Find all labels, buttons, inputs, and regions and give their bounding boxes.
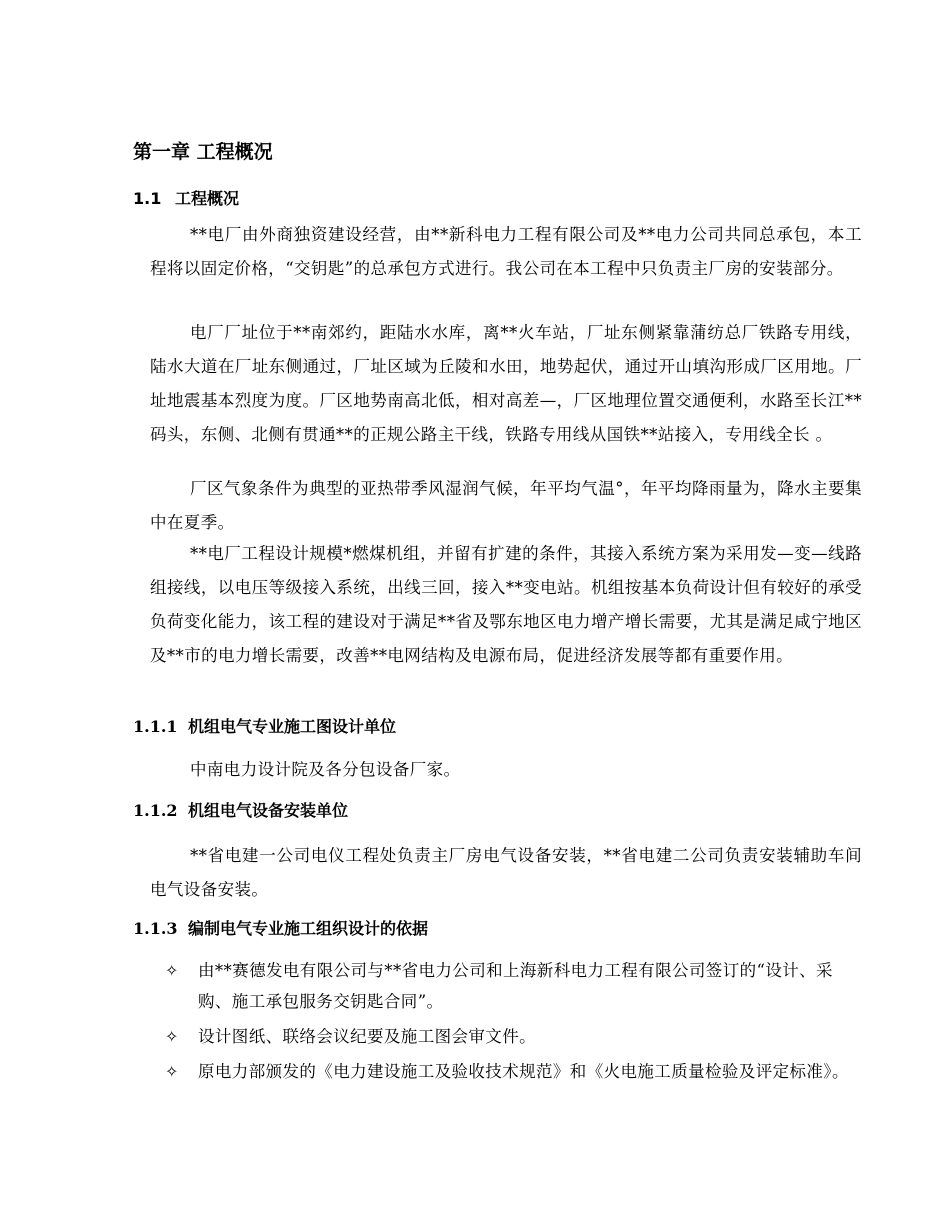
list-item: [165, 1056, 865, 1087]
diamond-bullet-icon: ✧: [165, 961, 179, 980]
section-heading-1-1-1: [133, 716, 396, 738]
paragraph-1: **电厂由外商独资建设经营，由**新科电力工程有限公司及**电力公司共同总承包，本工程将以固定价格，“交钥匙”的总承包方式进行。我公司在本工程中只负责主厂房的安装部分。: [150, 225, 862, 278]
list-item-text: 设计图纸、联络会议纪要及施工图会审文件。: [198, 1027, 536, 1046]
paragraph-3: 厂区气象条件为典型的亚热带季风湿润气候，年平均气温°，年平均降雨量为，降水主要集中在夏季。: [150, 479, 862, 532]
section-number: 1.1.2: [133, 801, 178, 820]
section-title: 机组电气专业施工图设计单位: [188, 717, 397, 736]
list-item-text: 由**赛德发电有限公司与**省电力公司和上海新科电力工程有限公司签订的“设计、采购、施工承包服务交钥匙合同”。: [198, 961, 833, 1011]
section-heading-1-1-3: [133, 918, 428, 940]
section-heading-1-1-2: [133, 800, 348, 822]
diamond-bullet-icon: ✧: [165, 1062, 179, 1081]
list-item-text: 原电力部颁发的《电力建设施工及验收技术规范》和《火电施工质量检验及评定标准》。: [198, 1062, 849, 1081]
section-number: 1.1.1: [133, 717, 178, 736]
section-number: 1.1.3: [133, 919, 178, 938]
diamond-bullet-icon: ✧: [165, 1027, 179, 1046]
paragraph-2: 电厂厂址位于**南郊约，距陆水水库，离**火车站，厂址东侧紧靠蒲纺总厂铁路专用线，陆水大道在厂址东侧通过，厂址区域为丘陵和水田，地势起伏，通过开山填沟形成厂区用地。厂址地震基本烈度为度。厂区地势南高北低，相对高差—，厂区地理位置交通便利，水路至长江**码头，东侧、北侧有贯通**的正规公路主干线，铁路专用线从国铁**站接入，专用线全长 。: [150, 323, 862, 444]
basis-list: [165, 955, 865, 1091]
paragraph-design-unit: 中南电力设计院及各分包设备厂家。: [190, 760, 461, 779]
section-title: 编制电气专业施工组织设计的依据: [188, 919, 429, 938]
chapter-title: 第一章 工程概况: [133, 141, 273, 163]
section-heading-1-1: [133, 188, 239, 210]
list-item: [165, 955, 865, 1017]
section-title: 机组电气设备安装单位: [188, 801, 349, 820]
section-title: 工程概况: [175, 189, 240, 208]
section-number: 1.1: [133, 189, 162, 208]
paragraph-install-unit: **省电建一公司电仪工程处负责主厂房电气设备安装，**省电建二公司负责安装辅助车间电气设备安装。: [150, 846, 862, 899]
paragraph-4: **电厂工程设计规模*燃煤机组，并留有扩建的条件，其接入系统方案为采用发—变—线路组接线，以电压等级接入系统，出线三回，接入**变电站。机组按基本负荷设计但有较好的承受负荷变化能力，该工程的建设对于满足**省及鄂东地区电力增产增长需要，尤其是满足咸宁地区及**市的电力增长需要，改善**电网结构及电源布局，促进经济发展等都有重要作用。: [150, 544, 862, 665]
list-item: [165, 1021, 865, 1052]
